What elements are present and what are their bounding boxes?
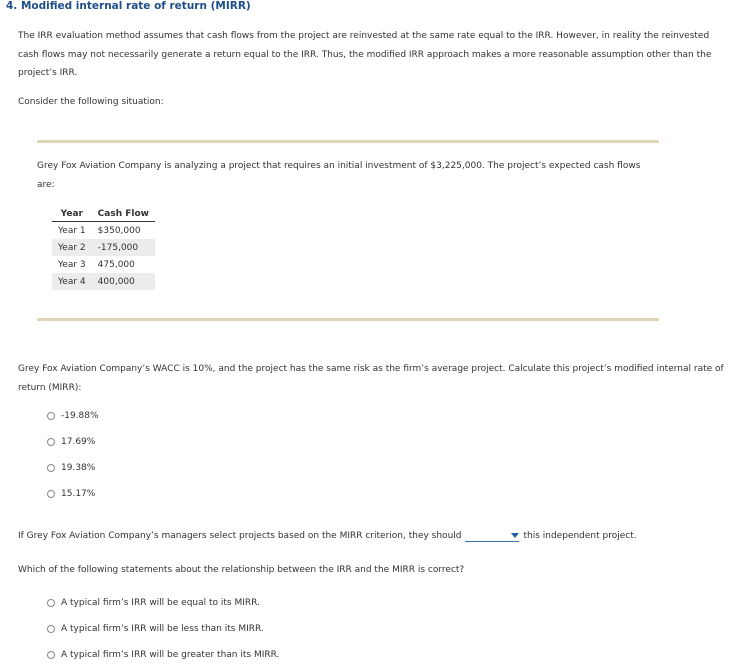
- relation-option-label: A typical firm’s IRR will be greater than its MIRR.: [61, 650, 280, 660]
- decision-text-after: this independent project.: [523, 530, 637, 541]
- wacc-question: Grey Fox Aviation Company’s WACC is 10%, and the project has the same risk as the firm’s average project. Calculate this project’s modified internal rate of return (MIRR):: [18, 364, 724, 393]
- cash-flow-cell: 475,000: [97, 259, 135, 270]
- table-row: [52, 222, 155, 240]
- cash-flow-cell: 400,000: [92, 273, 155, 290]
- decision-dropdown[interactable]: [465, 529, 519, 542]
- section-heading: 4. Modified internal rate of return (MIRR): [6, 0, 251, 12]
- scenario-bottom-rule: [37, 318, 659, 321]
- year-cell: Year 2: [52, 239, 92, 256]
- relation-option-label: A typical firm’s IRR will be less than its MIRR.: [61, 624, 264, 634]
- relation-question: Which of the following statements about the relationship between the IRR and the MIRR is correct?: [18, 565, 465, 575]
- table-row: [52, 239, 155, 256]
- mirr-option-label: -19.88%: [61, 411, 99, 421]
- mirr-option-label: 17.69%: [61, 437, 96, 447]
- decision-sentence: [18, 529, 637, 542]
- relation-option[interactable]: [47, 598, 260, 608]
- radio-button[interactable]: [47, 625, 55, 633]
- relation-option[interactable]: [47, 624, 264, 634]
- caret-down-icon: [511, 533, 519, 538]
- cash-flow-cell: $350,000: [97, 225, 141, 236]
- mirr-option-label: 19.38%: [61, 463, 96, 473]
- radio-button[interactable]: [47, 651, 55, 659]
- intro-paragraph: The IRR evaluation method assumes that cash flows from the project are reinvested at the same rate equal to the IRR. However, in reality the reinvested cash flows may not necessarily generate a return equal to the IRR. Thus, the modified IRR approach makes a more reasonable assumption other than the project’s IRR.: [18, 31, 712, 78]
- mirr-option[interactable]: [47, 489, 95, 499]
- table-row: [52, 256, 155, 273]
- year-cell: Year 3: [58, 259, 86, 270]
- mirr-option[interactable]: [47, 411, 99, 421]
- scenario-top-rule: [37, 140, 659, 143]
- mirr-option-label: 15.17%: [61, 489, 96, 499]
- mirr-option[interactable]: [47, 437, 95, 447]
- header-year: Year: [52, 206, 92, 222]
- cash-flow-table: [52, 206, 155, 290]
- table-row: [52, 273, 155, 290]
- radio-button[interactable]: [47, 464, 55, 472]
- relation-option-label: A typical firm’s IRR will be equal to its MIRR.: [61, 598, 260, 608]
- mirr-option[interactable]: [47, 463, 95, 473]
- consider-text: Consider the following situation:: [18, 97, 164, 107]
- radio-button[interactable]: [47, 490, 55, 498]
- radio-button[interactable]: [47, 438, 55, 446]
- radio-button[interactable]: [47, 599, 55, 607]
- header-cash-flow: Cash Flow: [92, 206, 155, 222]
- relation-option[interactable]: [47, 650, 279, 660]
- year-cell: Year 4: [52, 273, 92, 290]
- year-cell: Year 1: [58, 225, 86, 236]
- radio-button[interactable]: [47, 412, 55, 420]
- cash-flow-cell: -175,000: [92, 239, 155, 256]
- scenario-text: Grey Fox Aviation Company is analyzing a project that requires an initial investment of $3,225,000. The project’s expected cash flows are:: [37, 161, 641, 190]
- decision-text-before: If Grey Fox Aviation Company’s managers select projects based on the MIRR criterion, they should: [18, 530, 462, 541]
